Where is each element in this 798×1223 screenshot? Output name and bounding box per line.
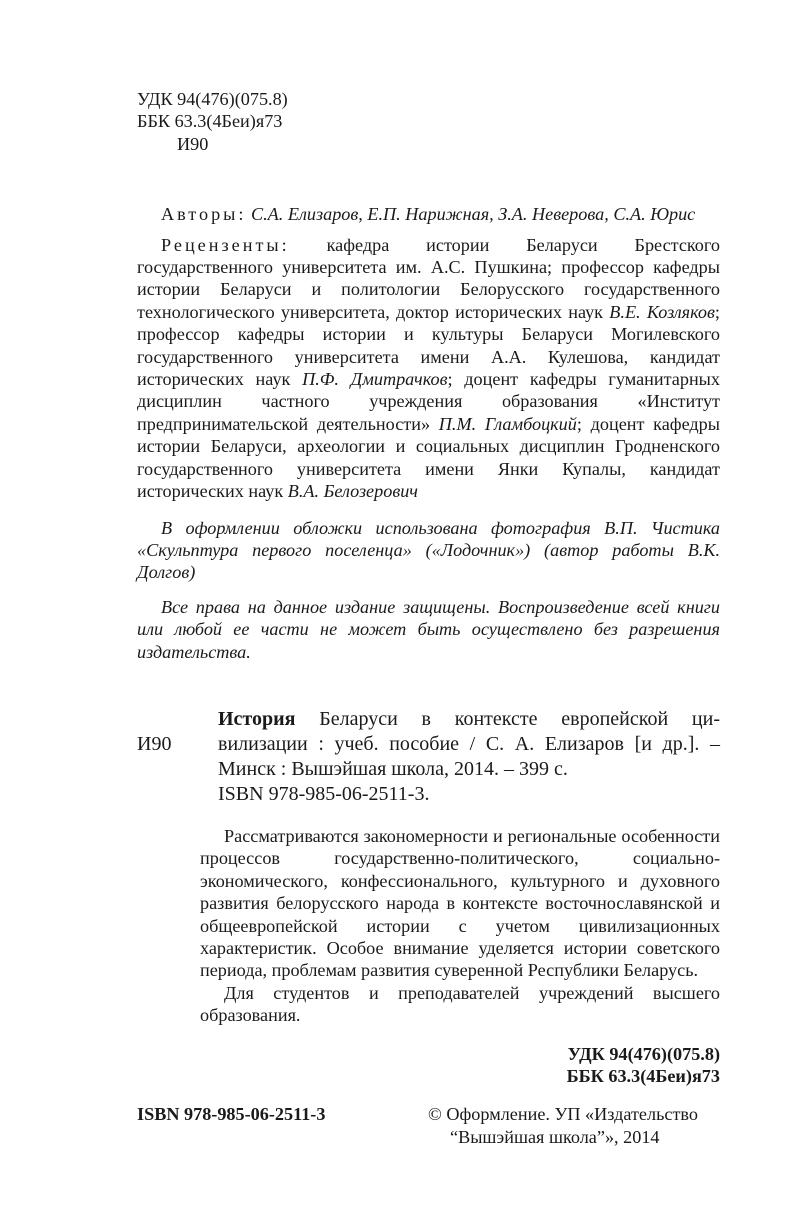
udk-code: УДК 94(476)(075.8): [137, 89, 288, 109]
copyright-line-2: “Вышэйшая школа”», 2014: [450, 1126, 660, 1147]
copyright-line-1: © Оформление. УП «Издательство: [428, 1104, 698, 1125]
reviewer-name: П.Ф. Дмитрачков: [302, 369, 448, 390]
rights-notice: [137, 596, 720, 663]
reviewer-name: П.М. Гламбоцкий: [438, 413, 577, 434]
annotation-audience: Для студентов и преподавателей учреждений высшего образования.: [200, 982, 720, 1026]
bibliographic-block: [137, 707, 720, 807]
biblio-isbn: ISBN 978-985-06-2511-3.: [218, 782, 430, 805]
reviewers-text: кафедра истории Беларуси Брестского государственного университета им. А.С. Пушкина; профессор кафедры истории Беларуси и политологии Белорусского государственного технологического университета, доктор исторических наук: [137, 234, 720, 322]
biblio-line-1: Беларуси в контексте европейской ци-: [295, 707, 720, 730]
annotation: [200, 825, 720, 1027]
footer-isbn: ISBN 978-985-06-2511-3: [137, 1104, 326, 1125]
biblio-line-3: Минск : Вышэйшая школа, 2014. – 399 с.: [218, 757, 568, 780]
bibliographic-record: [218, 707, 720, 807]
reviewers-paragraph: [137, 234, 720, 503]
rights-text: Все права на данное издание защищены. Воспроизведение всей книги или любой ее части не может быть осуществлено без разрешения издательства.: [137, 596, 720, 662]
book-title: История: [218, 707, 296, 730]
annotation-paragraph: Рассматриваются закономерности и региональные особенности процессов государственно-политического, социально-экономического, конфессионального, культурного и духовного развития белорусского народа в контексте восточнославянской и общеевропейской истории с учетом цивилизационных характеристик. Особое внимание уделяется истории советского периода, проблемам развития суверенной Республики Беларусь.: [200, 825, 720, 981]
classification-codes: [137, 88, 720, 155]
cover-note: [137, 517, 720, 584]
reviewers-label: Рецензенты:: [161, 234, 290, 255]
footer-row: [137, 1103, 720, 1148]
bbk-code: ББК 63.3(4Беи)я73: [137, 111, 283, 132]
reviewer-name: В.Е. Козляков: [609, 301, 715, 322]
reviewer-name: В.А. Белозерович: [287, 481, 418, 502]
reviewers-text: ; доцент кафедры истории Беларуси, археологии и социальных дисциплин Гродненского государственного университета имени Янки Купалы, кандидат исторических наук: [137, 413, 720, 502]
authors-names: С.А. Елизаров, Е.П. Нарижная, З.А. Неверова, С.А. Юрис: [250, 204, 696, 225]
authors-line: [137, 203, 720, 225]
copyright: [428, 1103, 720, 1148]
biblio-line-2: вилизации : учеб. пособие / С. А. Елизаров [и др.]. –: [218, 732, 720, 755]
bibliographic-mark: И90: [137, 732, 172, 755]
footer-codes: [137, 1043, 720, 1088]
cover-note-text: В оформлении обложки использована фотография В.П. Чистика «Скульптура первого поселенца» («Лодочник») (автор работы В.К. Долгов): [137, 517, 720, 583]
reviewers-text: ; профессор кафедры истории и культуры Беларуси Могилевского государственного университета имени А.А. Кулешова, кандидат исторических наук: [137, 301, 720, 390]
author-mark: И90: [177, 133, 209, 154]
footer-udk: УДК 94(476)(075.8): [567, 1043, 720, 1064]
footer-bbk: ББК 63.3(4Беи)я73: [566, 1066, 720, 1086]
reviewers-text: ; доцент кафедры гуманитарных дисциплин частного учреждения образования «Институт предпринимательской деятельности»: [137, 369, 720, 434]
authors-label: Авторы:: [161, 204, 247, 225]
